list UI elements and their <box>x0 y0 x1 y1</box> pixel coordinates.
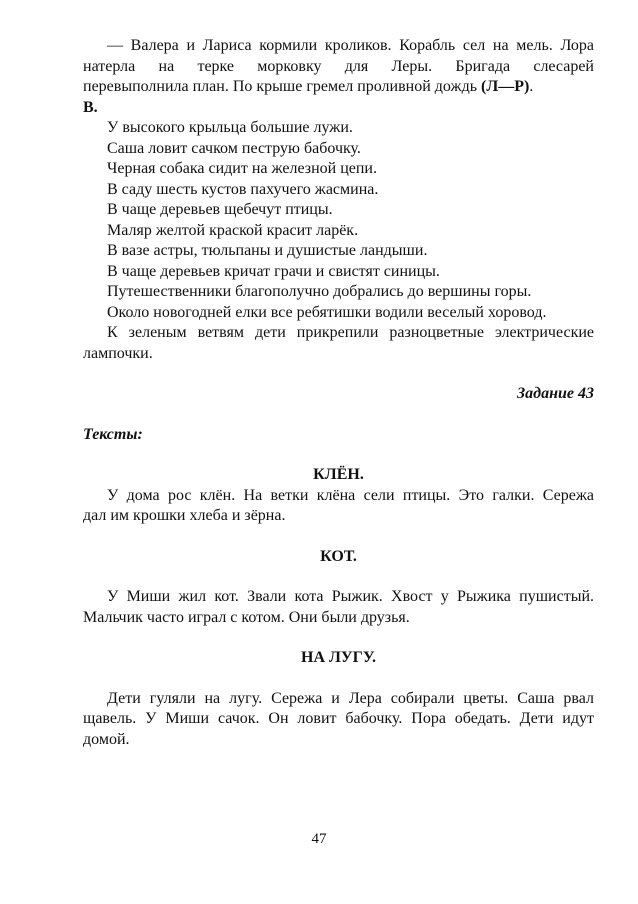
story-line: Дети гуляли на лугу. Сережа и Лера собирали цветы. Саша рвал <box>107 689 594 707</box>
section-a-line-3-text: перевыполнила план. По крыше гремел проливной дождь <box>83 78 478 95</box>
section-a-line-3 <box>83 77 594 98</box>
story-line: щавель. У Миши сачок. Он ловит бабочку. Пора обедать. Дети идут <box>83 710 594 727</box>
sentence: Маляр желтой краской красит ларёк. <box>107 221 359 239</box>
texts-label: Тексты: <box>83 425 143 443</box>
sentence-last-line-1: К зеленым ветвям дети прикрепили разноцветные электрические <box>107 324 594 341</box>
section-a-line-1: — Валера и Лариса кормили кроликов. Корабль сел на мель. Лора <box>107 37 594 54</box>
story-title: КЛЁН. <box>313 466 364 483</box>
sentence: У высокого крыльца большие лужи. <box>107 119 353 136</box>
sentence-last-line-2: лампочки. <box>83 344 153 362</box>
sentence: В чаще деревьев кричат грачи и свистят синицы. <box>107 262 440 280</box>
sentence: Около новогодней елки все ребятишки водили веселый хоровод. <box>107 303 547 321</box>
section-b-heading: В. <box>83 98 98 116</box>
story-line: дал им крошки хлеба и зёрна. <box>83 507 286 524</box>
story-line: домой. <box>83 730 130 748</box>
section-a-line-3-end: . <box>529 78 534 95</box>
sentence: Черная собака сидит на железной цепи. <box>107 160 377 177</box>
section-a-line-2: натерла на терке морковку для Леры. Бригада слесарей <box>83 57 594 75</box>
sentence: В вазе астры, тюльпаны и душистые ландыши. <box>107 242 428 259</box>
section-a-paragraph <box>83 36 594 98</box>
story-title: КОТ. <box>320 547 357 565</box>
sentence: В саду шесть кустов пахучего жасмина. <box>107 180 379 198</box>
sentence: Саша ловит сачком пеструю бабочку. <box>107 139 361 157</box>
section-b-sentences <box>83 118 594 364</box>
sentence: Путешественники благополучно добрались до вершины горы. <box>107 283 532 300</box>
page-number: 47 <box>311 831 327 847</box>
story-line: У Миши жил кот. Звали кота Рыжик. Хвост у Рыжика пушистый. <box>107 588 594 605</box>
story-line: У дома рос клён. На ветки клёна сели птицы. Это галки. Сережа <box>107 486 594 504</box>
sentence: В чаще деревьев щебечут птицы. <box>107 201 333 218</box>
task-label: Задание 43 <box>517 385 594 402</box>
story-line: Мальчик часто играл с котом. Они были друзья. <box>83 608 410 626</box>
section-a-sound-pair: (Л—Р) <box>481 78 530 95</box>
page-content <box>83 36 594 750</box>
story-title: НА ЛУГУ. <box>301 649 376 666</box>
